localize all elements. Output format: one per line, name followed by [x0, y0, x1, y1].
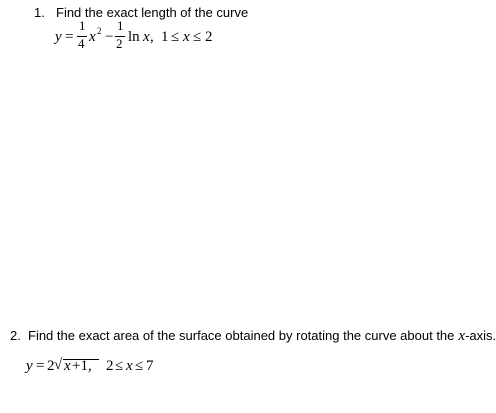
eq1-frac1-denominator: 4: [78, 36, 85, 51]
problem-2-axis-suffix: -axis.: [465, 328, 496, 343]
eq2-radical: √: [54, 357, 63, 373]
problem-1-number: 1.: [34, 5, 45, 20]
eq2-domain-low: 2: [106, 358, 114, 374]
eq2-lhs: y: [26, 358, 33, 374]
eq1-comma: ,: [150, 29, 154, 45]
eq1-frac2-denominator: 2: [116, 36, 123, 51]
eq2-equals: =: [36, 358, 45, 374]
eq1-lhs: y: [55, 29, 62, 45]
eq2-coef: 2: [47, 358, 55, 374]
eq1-domain-high: 2: [205, 29, 213, 45]
eq1-term1-exponent: 2: [97, 26, 102, 36]
eq2-radicand-rest: +1,: [72, 358, 92, 374]
problem-2-equation: [26, 356, 176, 378]
eq2-domain-high: 7: [146, 358, 154, 374]
problem-2-text-main: Find the exact area of the surface obtained by rotating the curve about the: [28, 328, 455, 343]
eq2-domain-le-1: ≤: [115, 358, 124, 374]
eq1-domain-le-1: ≤: [171, 29, 180, 45]
problem-1-equation: [55, 18, 235, 51]
eq2-radicand-var: x: [64, 358, 71, 374]
problem-2-axis-var: x: [458, 328, 466, 344]
eq1-domain-le-2: ≤: [193, 29, 202, 45]
eq1-equals: =: [65, 29, 74, 45]
eq2-domain-le-2: ≤: [135, 358, 144, 374]
eq1-minus: −: [105, 29, 114, 45]
eq1-frac1-numerator: 1: [79, 18, 86, 33]
eq1-ln: ln: [128, 29, 140, 45]
eq1-term1-var: x: [89, 29, 96, 45]
eq1-frac2-numerator: 1: [117, 18, 124, 33]
eq1-domain-var: x: [183, 29, 190, 45]
eq1-term2-var: x: [143, 29, 150, 45]
eq2-domain-var: x: [126, 358, 133, 374]
problem-2-number: 2.: [10, 328, 21, 343]
problem-2-text: [28, 328, 496, 345]
problem-1-text: Find the exact length of the curve: [56, 5, 249, 20]
eq1-domain-low: 1: [161, 29, 169, 45]
